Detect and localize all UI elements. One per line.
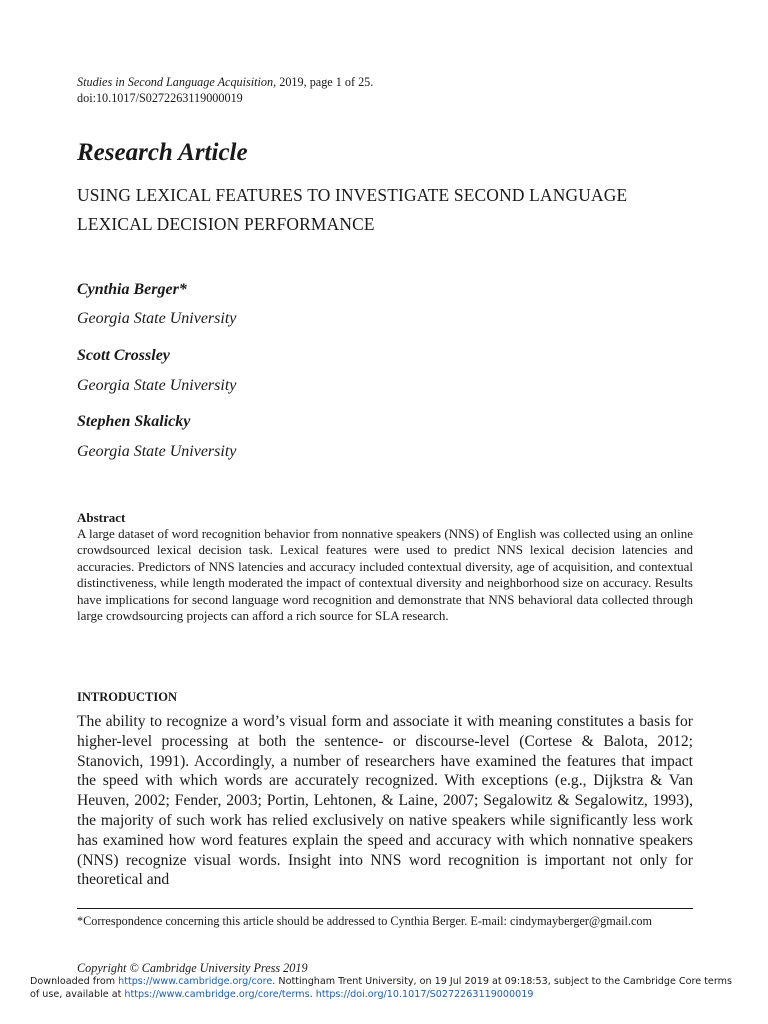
doi-link[interactable]: https://doi.org/10.1017/S0272263119000019 bbox=[315, 989, 534, 1000]
footnote-divider bbox=[77, 908, 693, 909]
copyright-notice: Copyright © Cambridge University Press 2019 bbox=[77, 961, 308, 975]
introduction-text: The ability to recognize a word’s visual form and associate it with meaning constitutes a basis for higher-level processing at both the sentence- or discourse-level (Cortese & Balota, 2012; Stanovich, 1991). Accordingly, a number of researchers have examined the features that impact the speed with which words are accurately recognized. With exceptions (e.g., Dijkstra & Van Heuven, 2002; Fender, 2003; Portin, Lehtonen, & Laine, 2007; Segalowitz & Segalowitz, 1993), the majority of such work has relied exclusively on native speakers while significantly less work has examined how word features explain the speed and accuracy with which nonnative speakers (NNS) recognize visual words. Insight into NNS word recognition is important not only for theoretical and bbox=[77, 713, 693, 889]
download-prefix: Downloaded from bbox=[30, 976, 119, 987]
introduction-heading: INTRODUCTION bbox=[77, 690, 178, 704]
author-name: Stephen Skalicky bbox=[77, 413, 191, 430]
download-notice bbox=[30, 975, 740, 1001]
journal-info: , 2019, page 1 of 25. bbox=[273, 75, 374, 89]
abstract-heading: Abstract bbox=[77, 510, 126, 525]
author-name: Scott Crossley bbox=[77, 347, 170, 364]
author-affiliation: Georgia State University bbox=[77, 443, 237, 460]
author-affiliation: Georgia State University bbox=[77, 377, 237, 394]
article-doi: doi:10.1017/S0272263119000019 bbox=[77, 91, 243, 105]
article-type: Research Article bbox=[77, 139, 248, 166]
abstract-text: A large dataset of word recognition behavior from nonnative speakers (NNS) of English was collected using an online crowdsourced lexical decision task. Lexical features were used to predict NNS lexical decision latencies and accuracies. Predictors of NNS latencies and accuracy included contextual diversity, age of acquisition, and contextual distinctiveness, while length moderated the impact of contextual diversity and neighborhood size on accuracy. Results have implications for second language word recognition and demonstrate that NNS behavioral data collected through large crowdsourcing projects can afford a rich source for SLA research. bbox=[77, 526, 693, 624]
author-name: Cynthia Berger* bbox=[77, 281, 187, 298]
journal-citation bbox=[77, 74, 373, 90]
article-title: USING LEXICAL FEATURES TO INVESTIGATE SECOND LANGUAGE LEXICAL DECISION PERFORMANCE bbox=[77, 185, 628, 234]
terms-link[interactable]: https://www.cambridge.org/core/terms bbox=[124, 989, 310, 1000]
download-separator: . bbox=[309, 989, 316, 1000]
journal-name: Studies in Second Language Acquisition bbox=[77, 75, 274, 89]
download-middle: . Nottingham Trent University, on 19 Jul 2019 at 09:18:53, subject to the Cambridge Core terms of use, available at bbox=[30, 976, 732, 1000]
correspondence-footnote: *Correspondence concerning this article should be addressed to Cynthia Berger. E-mail: cindymayberger@gmail.com bbox=[77, 914, 652, 928]
author-affiliation: Georgia State University bbox=[77, 310, 237, 327]
core-link[interactable]: https://www.cambridge.org/core bbox=[118, 976, 273, 987]
